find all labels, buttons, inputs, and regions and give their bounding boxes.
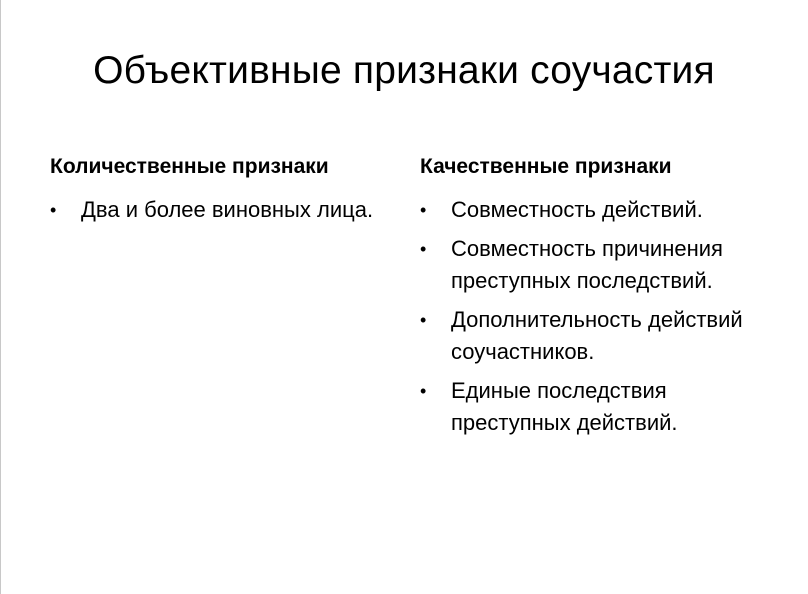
list-item-text: Два и более виновных лица.	[81, 197, 374, 222]
list-item-text: Совместность действий.	[451, 197, 703, 222]
right-column-heading: Качественные признаки	[420, 155, 672, 178]
list-item	[420, 194, 790, 226]
bullet-icon: •	[420, 200, 427, 220]
right-bullet-list	[420, 194, 790, 439]
right-column	[420, 152, 790, 446]
left-column	[50, 152, 380, 233]
bullet-icon: •	[420, 239, 427, 259]
list-item-text: Единые последствия преступных действий.	[451, 378, 678, 435]
left-column-heading: Количественные признаки	[50, 155, 329, 178]
slide-title: Объективные признаки соучастия	[93, 49, 715, 92]
bullet-icon: •	[420, 381, 427, 401]
list-item-text: Дополнительность действий соучастников.	[451, 307, 743, 364]
list-item	[420, 304, 790, 368]
bullet-icon: •	[50, 200, 57, 220]
list-item	[420, 233, 790, 297]
bullet-icon: •	[420, 310, 427, 330]
list-item	[50, 194, 380, 226]
list-item	[420, 375, 790, 439]
left-bullet-list	[50, 194, 380, 226]
list-item-text: Совместность причинения преступных последствий.	[451, 236, 723, 293]
